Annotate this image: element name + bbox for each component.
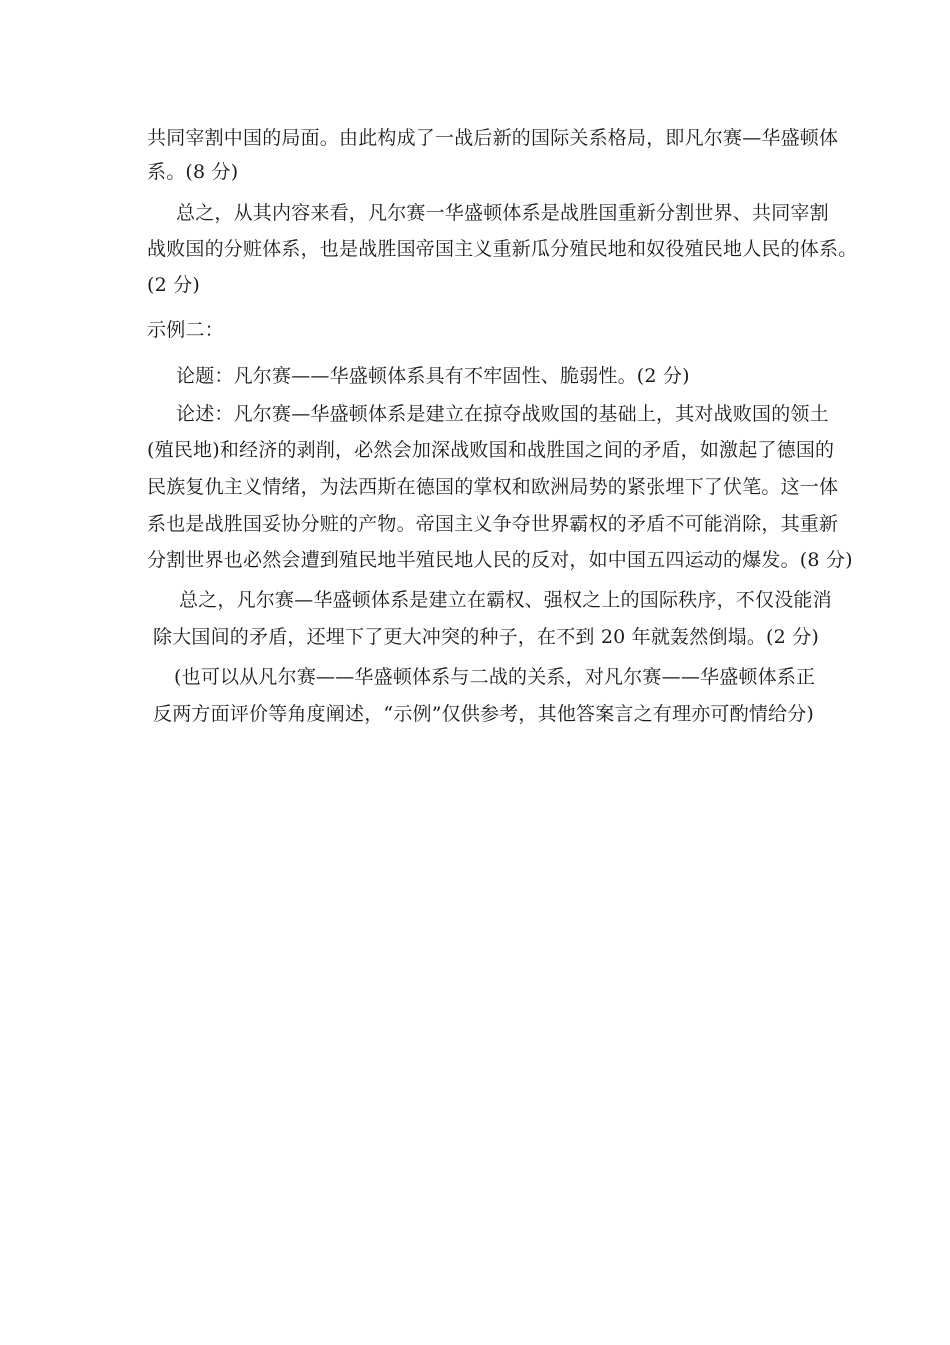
text-line: 系。(8 分) bbox=[147, 161, 239, 183]
text-line: 总之，从其内容来看，凡尔赛一华盛顿体系是战胜国重新分割世界、共同宰割 bbox=[176, 202, 829, 224]
text-line: (殖民地)和经济的剥削，必然会加深战败国和战胜国之间的矛盾，如激起了德国的 bbox=[147, 439, 835, 461]
text-line: (2 分) bbox=[147, 274, 200, 296]
text-line: 系也是战胜国妥协分赃的产物。帝国主义争夺世界霸权的矛盾不可能消除，其重新 bbox=[147, 513, 839, 535]
text-line: 论题：凡尔赛——华盛顿体系具有不牢固性、脆弱性。(2 分) bbox=[176, 365, 690, 387]
text-line: 反两方面评价等角度阐述，“示例”仅供参考，其他答案言之有理亦可酌情给分) bbox=[153, 703, 815, 725]
text-line: 论述：凡尔赛—华盛顿体系是建立在掠夺战败国的基础上，其对战败国的领土 bbox=[176, 403, 829, 425]
text-line: 除大国间的矛盾，还埋下了更大冲突的种子，在不到 20 年就轰然倒塌。(2 分) bbox=[153, 626, 820, 648]
text-line: 总之，凡尔赛—华盛顿体系是建立在霸权、强权之上的国际秩序，不仅没能消 bbox=[179, 589, 832, 611]
text-line: 战败国的分赃体系，也是战胜国帝国主义重新瓜分殖民地和奴役殖民地人民的体系。 bbox=[147, 238, 858, 260]
text-line: 共同宰割中国的局面。由此构成了一战后新的国际关系格局，即凡尔赛—华盛顿体 bbox=[147, 127, 839, 149]
text-line: 分割世界也必然会遭到殖民地半殖民地人民的反对，如中国五四运动的爆发。(8 分) bbox=[147, 549, 853, 571]
text-line: (也可以从凡尔赛——华盛顿体系与二战的关系，对凡尔赛——华盛顿体系正 bbox=[174, 666, 816, 688]
text-line: 民族复仇主义情绪，为法西斯在德国的掌权和欧洲局势的紧张埋下了伏笔。这一体 bbox=[147, 476, 839, 498]
section-heading: 示例二： bbox=[147, 319, 224, 341]
